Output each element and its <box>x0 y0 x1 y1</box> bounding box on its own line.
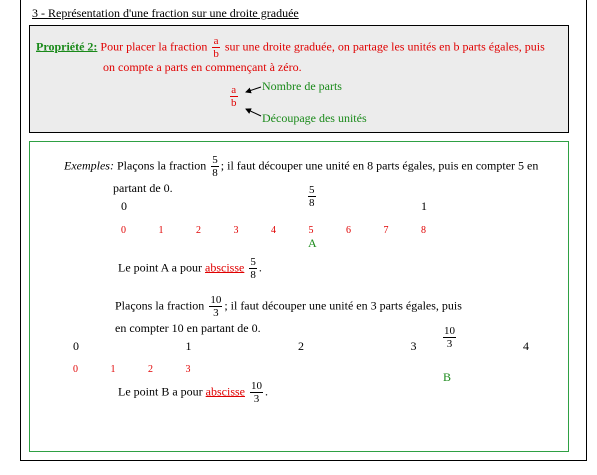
line-1-tick-label: 7 <box>383 225 389 236</box>
property-line-2: on compte a parts en commençant à zéro. <box>103 60 302 74</box>
property-label: Propriété 2: <box>36 39 98 54</box>
property-text-before: Pour placer la fraction <box>100 39 208 54</box>
example2-top-fraction: $\frac{10}{3}$ <box>444 325 455 350</box>
arrow-to-numerator <box>246 87 261 92</box>
line-1-tick-label: 6 <box>346 225 351 236</box>
annotation-decoupage: Découpage des unités <box>262 111 367 125</box>
line-1-tick-label: 0 <box>121 225 126 236</box>
example1-top-zero: 0 <box>121 199 127 213</box>
examples-label: Exemples: <box>64 158 114 173</box>
line-2-tick-label: 2 <box>148 364 153 375</box>
example1-line-2: partant de 0. <box>113 181 173 195</box>
arrow-to-denominator <box>246 109 261 116</box>
line-1-tick-label: 4 <box>271 225 276 236</box>
line-1-tick-label: 1 <box>158 225 164 236</box>
point-a-label: A <box>308 236 317 250</box>
line-2-unit-label: 2 <box>298 339 304 353</box>
property-fraction: $\frac{a}{b}$ <box>213 35 219 60</box>
example1-fraction: $\frac{5}{8}$ <box>212 154 218 179</box>
example2-line-1: Plaçons la fraction $\frac{10}{3}$ ; il faut découper une unité en 3 parts égales, puis <box>115 294 462 319</box>
line-1-tick-label: 8 <box>421 225 426 236</box>
annotation-nombre-de-parts: Nombre de parts <box>262 79 342 93</box>
example1-result: Le point A a pour abscisse $\frac{5}{8}$ . <box>118 256 262 281</box>
line-2-tick-label: 3 <box>185 364 191 375</box>
line-2-tick-label: 1 <box>110 364 116 375</box>
example1-top-fraction: $\frac{5}{8}$ <box>309 184 315 209</box>
line-2-unit-label: 4 <box>523 339 529 353</box>
example2-fraction: $\frac{10}{3}$ <box>210 294 222 319</box>
line-2-unit-label: 1 <box>185 339 192 353</box>
example1-top-one: 1 <box>421 199 427 213</box>
section-title: 3 - Représentation d'une fraction sur une droite graduée <box>32 6 299 20</box>
example2-result: Le point B a pour abscisse $\frac{10}{3}$ . <box>118 380 268 405</box>
example1-line-1: Exemples: Plaçons la fraction $\frac{5}{8}$ ; il faut découper une unité en 8 parts égales, puis en compter 5 en <box>64 154 539 179</box>
example2-line-2: en compter 10 en partant de 0. <box>115 321 261 335</box>
line-1-tick-label: 5 <box>308 225 314 236</box>
line-2-unit-label: 3 <box>410 339 417 353</box>
line-1-tick-label: 3 <box>233 225 239 236</box>
abscisse-link-2[interactable]: abscisse <box>205 384 245 399</box>
property-text-after: sur une droite graduée, on partage les unités en b parts égales, puis <box>224 39 545 54</box>
line-2-tick-label: 0 <box>73 364 78 375</box>
property-diagram-fraction: $\frac{a}{b}$ <box>231 84 237 109</box>
abscisse-link-1[interactable]: abscisse <box>205 260 245 275</box>
point-b-label: B <box>443 370 452 384</box>
line-2-unit-label: 0 <box>73 339 79 353</box>
line-1-tick-label: 2 <box>196 225 201 236</box>
